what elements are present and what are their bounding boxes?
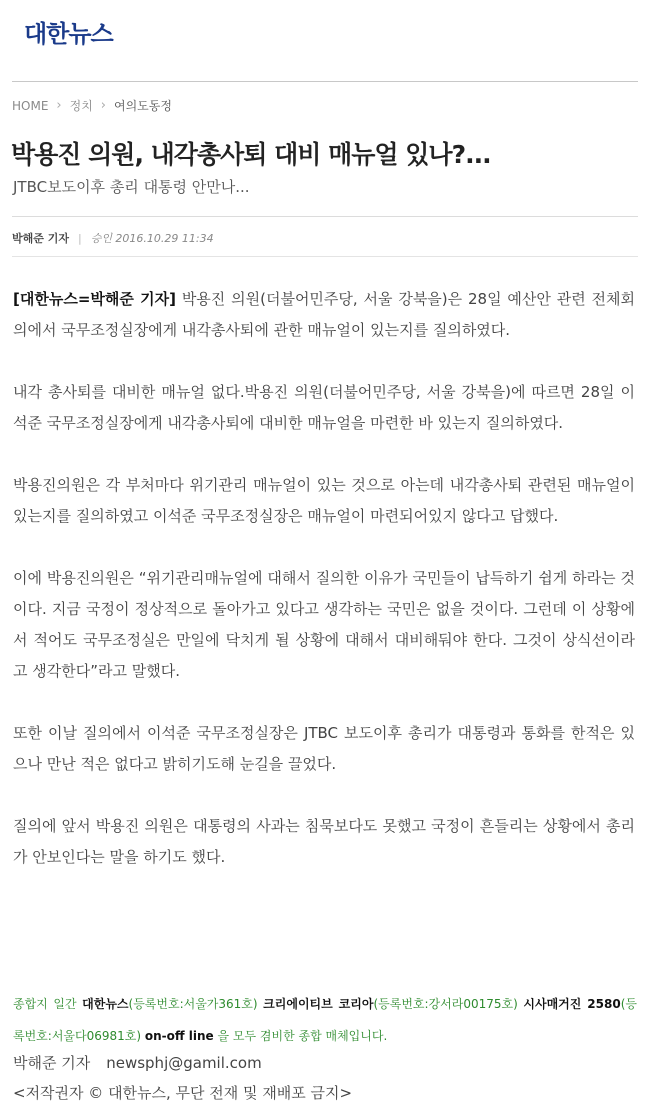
paragraph-3: 박용진의원은 각 부처마다 위기관리 매뉴얼이 있는 것으로 아는데 내각총사퇴 관련된 매뉴얼이 있는지를 질의하였고 이석준 국무조정실장은 매뉴얼이 마련되어있지 않다고 답했다. — [13, 476, 635, 525]
footer-text-1: 종합지 일간 — [13, 997, 83, 1011]
byline-separator: | — [77, 231, 82, 245]
paragraph-1 — [13, 284, 635, 346]
breadcrumb — [12, 97, 172, 114]
chevron-right-icon: › — [56, 98, 62, 113]
footer-brand-magazine: 시사매거진 2580 — [523, 997, 621, 1011]
breadcrumb-current-link[interactable]: 여의도동정 — [114, 99, 172, 113]
copyright-notice: <저작권자 © 대한뉴스, 무단 전재 및 재배포 금지> — [13, 1084, 353, 1102]
footer-brand-daehan: 대한뉴스 — [82, 997, 129, 1011]
article-subtitle: JTBC보도이후 총리 대통령 안만나... — [13, 178, 250, 196]
footer-brand-creative: 크리에이티브 코리아 — [263, 997, 374, 1011]
reporter-name: 박해준 기자 — [13, 1054, 91, 1072]
meta-divider-bottom — [12, 256, 638, 257]
reporter-email[interactable]: newsphj@gamil.com — [106, 1054, 262, 1072]
chevron-right-icon: › — [100, 98, 106, 113]
byline-author[interactable]: 박해준 기자 — [12, 232, 69, 245]
article-byline — [12, 230, 214, 246]
site-logo[interactable]: 대한뉴스 — [24, 20, 113, 48]
publisher-info — [13, 988, 637, 1052]
footer-reg-1: (등록번호:서울가361호) — [128, 997, 264, 1011]
article-body — [13, 284, 635, 904]
paragraph-1-text: 박용진 의원(더불어민주당, 서울 강북을)은 28일 예산안 관련 전체회의에서 국무조정실장에게 내각총사퇴에 관한 매뉴얼이 있는지를 질의하였다. — [13, 290, 635, 339]
article-title: 박용진 의원, 내각총사퇴 대비 매뉴얼 있나?... — [11, 140, 491, 169]
meta-divider-top — [12, 216, 638, 217]
paragraph-4: 이에 박용진의원은 “위기관리매뉴얼에 대해서 질의한 이유가 국민들이 납득하기 쉽게 하라는 것이다. 지금 국정이 정상적으로 돌아가고 있다고 생각하는 국민은 없을 것이다. 그런데 이 상황에서 적어도 국무조정실은 만일에 닥치게 될 상황에 대해서 대비해둬야 한다. 그것이 상식선이라고 생각한다”라고 말했다. — [13, 569, 635, 680]
byline-published: 승인 2016.10.29 11:34 — [90, 232, 214, 245]
header-divider — [12, 81, 638, 82]
breadcrumb-section-link[interactable]: 정치 — [69, 99, 93, 113]
paragraph-5: 또한 이날 질의에서 이석준 국무조정실장은 JTBC 보도이후 총리가 대통령과 통화를 한적은 있으나 만난 적은 없다고 밝히기도해 눈길을 끌었다. — [13, 724, 635, 773]
lead-tag: [대한뉴스=박해준 기자] — [13, 290, 176, 308]
breadcrumb-home-link[interactable]: HOME — [12, 98, 49, 113]
paragraph-2: 내각 총사퇴를 대비한 매뉴얼 없다.박용진 의원(더불어민주당, 서울 강북을)에 따르면 28일 이석준 국무조정실장에게 내각총사퇴에 대비한 매뉴얼을 마련한 바 있는지 질의하였다. — [13, 383, 635, 432]
reporter-line — [13, 1052, 262, 1073]
paragraph-6: 질의에 앞서 박용진 의원은 대통령의 사과는 침묵보다도 못했고 국정이 흔들리는 상황에서 총리가 안보인다는 말을 하기도 했다. — [13, 817, 635, 866]
footer-reg-2: (등록번호:강서라00175호) — [373, 997, 524, 1011]
footer-online: on-off line — [144, 1029, 214, 1043]
footer-reg-3: (등록번호:서울다06981호) — [13, 997, 637, 1043]
footer-text-2: 을 모두 겸비한 종합 매체입니다. — [213, 1029, 388, 1043]
